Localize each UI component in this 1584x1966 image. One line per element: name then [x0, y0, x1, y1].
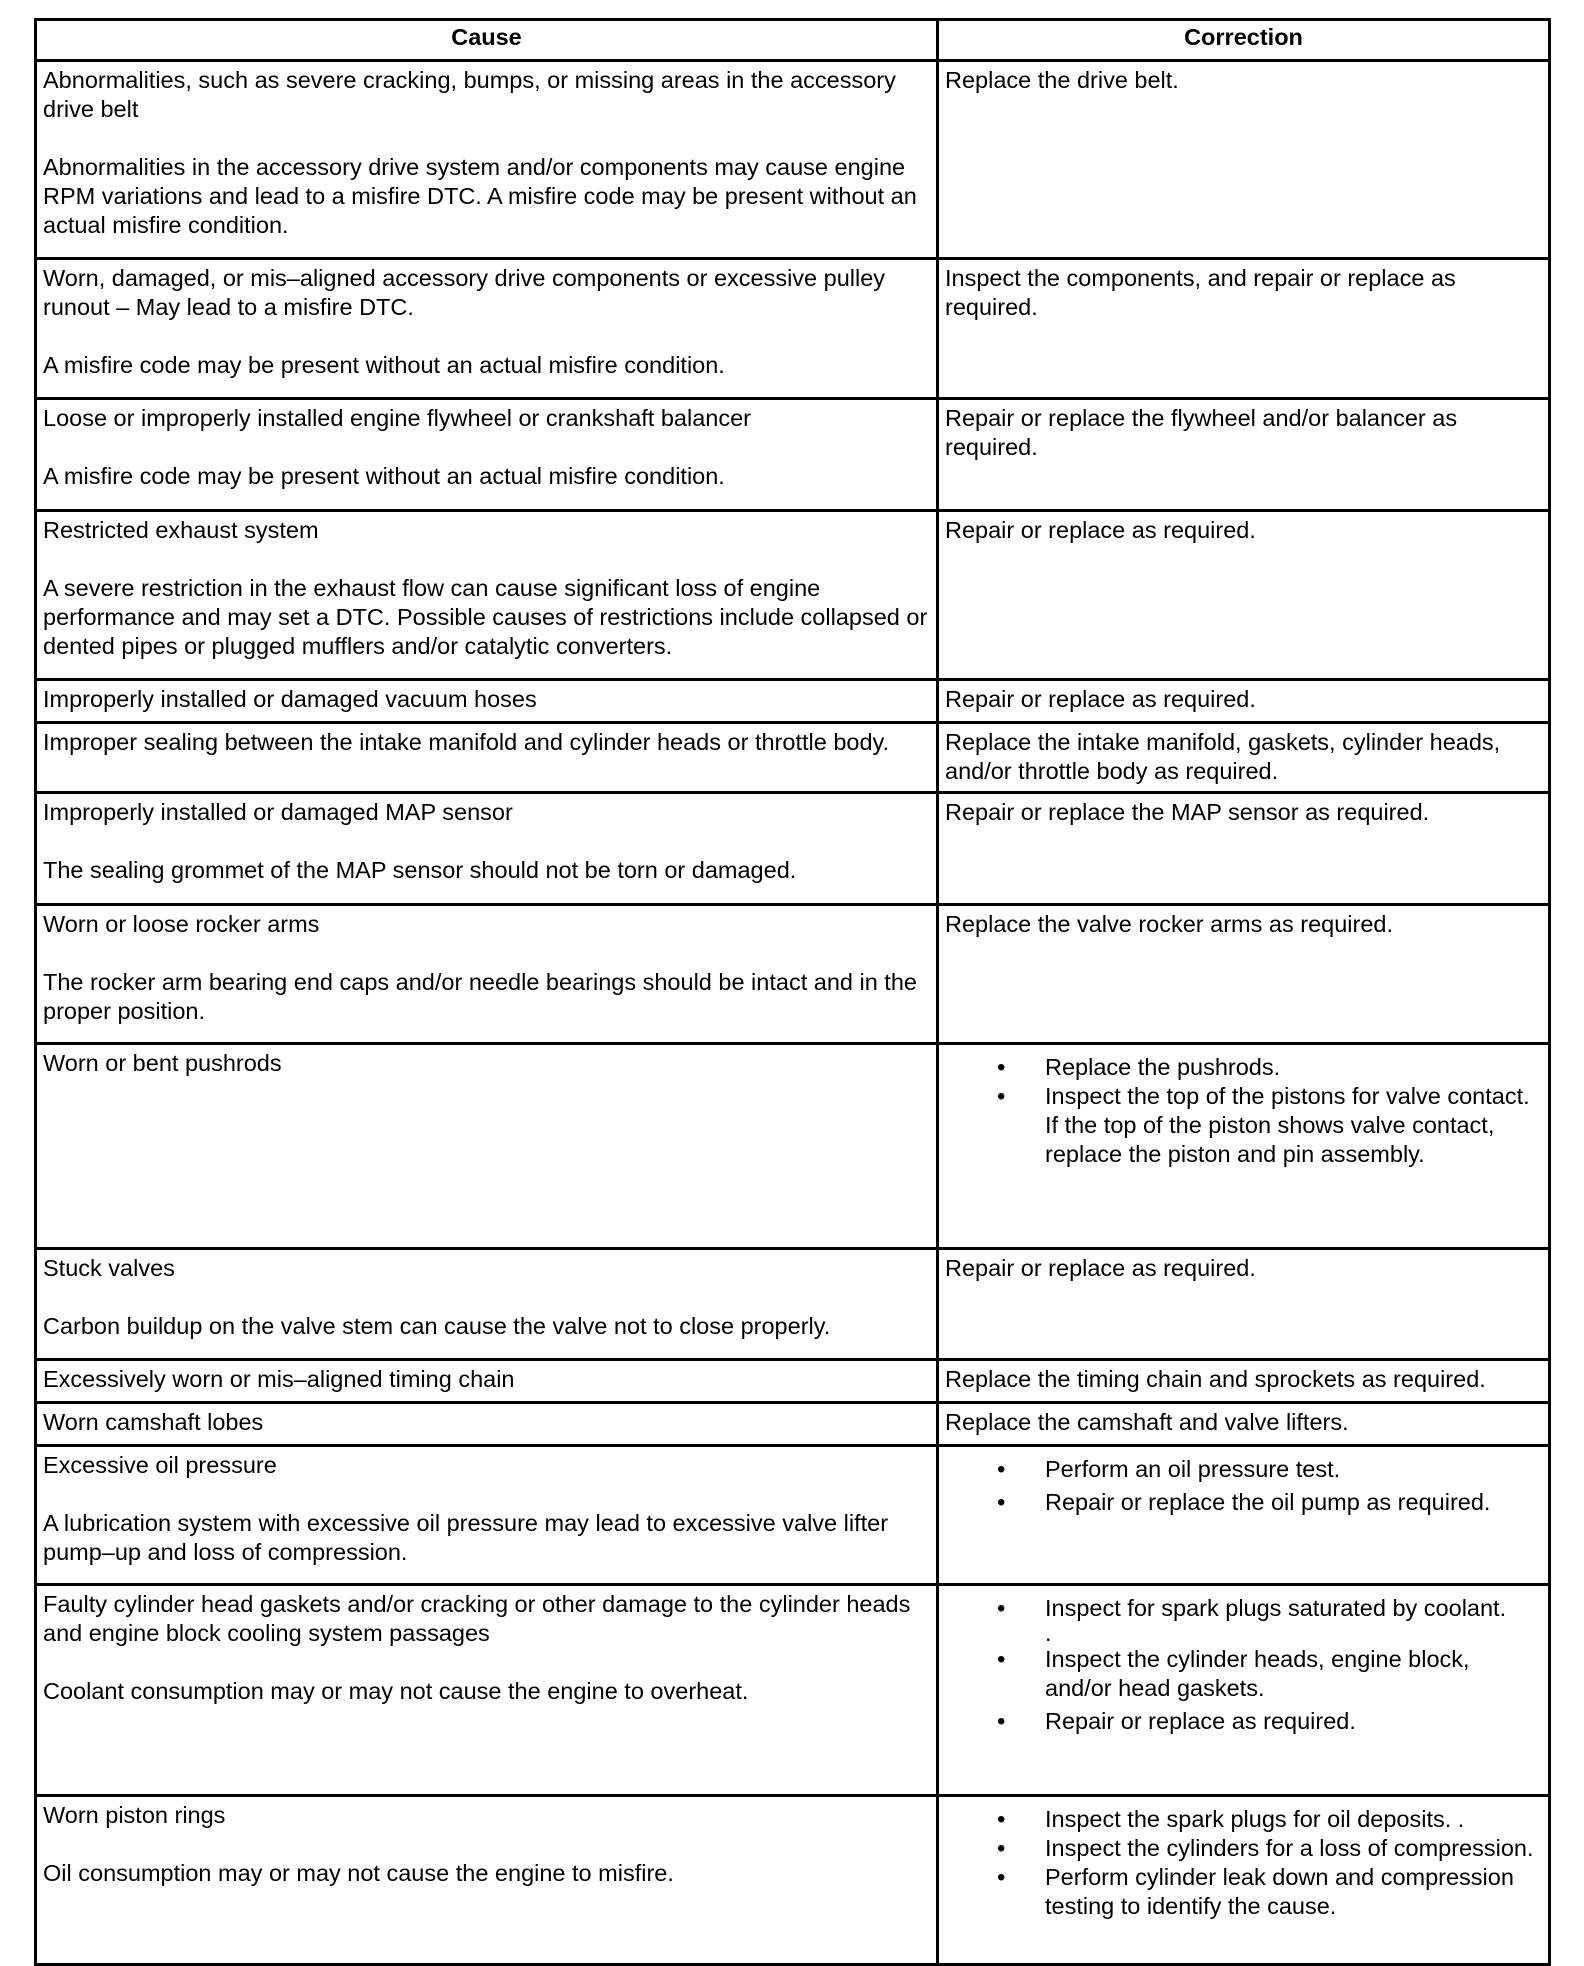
list-item: • Replace the pushrods.: [945, 1053, 1542, 1082]
list-item: • Inspect the cylinders for a loss of compression.: [945, 1834, 1542, 1863]
correction-text: Repair or replace as required.: [945, 517, 1256, 543]
cause-cell: [36, 1796, 938, 1965]
list-item: • Inspect the top of the pistons for valve contact. If the top of the piston shows valve contact, replace the piston and pin assembly.: [945, 1082, 1542, 1169]
stray-period: .: [1045, 1620, 1052, 1646]
table-row: [36, 1585, 1550, 1796]
cause-cell: [36, 1360, 938, 1403]
list-item: • Inspect the spark plugs for oil deposits. .: [945, 1805, 1542, 1834]
cause-cell: [36, 1403, 938, 1446]
list-item: • Repair or replace as required.: [945, 1707, 1542, 1736]
cause-title: Improperly installed or damaged MAP sensor: [43, 799, 513, 825]
cause-correction-table: [34, 18, 1551, 1966]
header-cause: Cause: [36, 20, 938, 61]
table-row: [36, 680, 1550, 723]
diagnostic-table-container: [34, 18, 1548, 1966]
cause-title: Restricted exhaust system: [43, 517, 319, 543]
cause-title: Loose or improperly installed engine flywheel or crankshaft balancer: [43, 405, 751, 431]
cause-note: The rocker arm bearing end caps and/or needle bearings should be intact and in the proper position.: [43, 969, 917, 1024]
correction-cell: [938, 905, 1550, 1044]
cause-cell: [36, 1044, 938, 1249]
cause-title: Abnormalities, such as severe cracking, bumps, or missing areas in the accessory drive belt: [43, 67, 896, 122]
cause-title: Excessively worn or mis–aligned timing chain: [43, 1366, 515, 1392]
correction-text: Replace the valve rocker arms as required.: [945, 911, 1394, 937]
table-row: [36, 905, 1550, 1044]
list-item: • Perform cylinder leak down and compression testing to identify the cause.: [945, 1863, 1542, 1921]
correction-list: [945, 1455, 1542, 1517]
cause-title: Faulty cylinder head gaskets and/or cracking or other damage to the cylinder heads and engine block cooling system passages: [43, 1591, 911, 1646]
cause-note: Carbon buildup on the valve stem can cause the valve not to close properly.: [43, 1313, 831, 1339]
cause-cell: [36, 511, 938, 680]
table-row: [36, 1249, 1550, 1360]
correction-text: Replace the timing chain and sprockets as required.: [945, 1366, 1486, 1392]
table-row: [36, 259, 1550, 399]
table-row: [36, 1446, 1550, 1585]
table-row: [36, 793, 1550, 905]
correction-cell: [938, 680, 1550, 723]
correction-cell: [938, 1446, 1550, 1585]
cause-note: Coolant consumption may or may not cause the engine to overheat.: [43, 1678, 749, 1704]
cause-cell: [36, 399, 938, 511]
cause-title: Improperly installed or damaged vacuum hoses: [43, 686, 537, 712]
table-row: [36, 1044, 1550, 1249]
cause-note: A misfire code may be present without an actual misfire condition.: [43, 463, 725, 489]
cause-title: Worn camshaft lobes: [43, 1409, 264, 1435]
cause-cell: [36, 1249, 938, 1360]
list-item: • Inspect the cylinder heads, engine block, and/or head gaskets.: [945, 1645, 1542, 1703]
correction-cell: [938, 399, 1550, 511]
cause-note: Oil consumption may or may not cause the engine to misfire.: [43, 1860, 674, 1886]
table-row: [36, 399, 1550, 511]
correction-cell: [938, 511, 1550, 680]
correction-cell: [938, 61, 1550, 259]
cause-cell: [36, 259, 938, 399]
table-row: [36, 511, 1550, 680]
correction-cell: [938, 1585, 1550, 1796]
correction-list: [945, 1053, 1542, 1169]
correction-cell: [938, 1044, 1550, 1249]
correction-list: [945, 1594, 1542, 1623]
correction-text: Replace the drive belt.: [945, 67, 1179, 93]
correction-text: Repair or replace as required.: [945, 1255, 1256, 1281]
cause-title: Stuck valves: [43, 1255, 175, 1281]
cause-title: Excessive oil pressure: [43, 1452, 277, 1478]
correction-text: Replace the camshaft and valve lifters.: [945, 1409, 1349, 1435]
table-row: [36, 1403, 1550, 1446]
correction-list: [945, 1645, 1542, 1736]
cause-note: A misfire code may be present without an actual misfire condition.: [43, 352, 725, 378]
cause-note: A severe restriction in the exhaust flow can cause significant loss of engine performance and may set a DTC. Possible causes of restrictions include collapsed or dented pipes or plugged mufflers and/or catalytic converters.: [43, 575, 928, 659]
list-item: • Repair or replace the oil pump as required.: [945, 1488, 1542, 1517]
table-header-row: [36, 20, 1550, 61]
table-row: [36, 1796, 1550, 1965]
cause-cell: [36, 723, 938, 793]
correction-text: Repair or replace the MAP sensor as required.: [945, 799, 1430, 825]
cause-cell: [36, 793, 938, 905]
cause-cell: [36, 61, 938, 259]
table-row: [36, 61, 1550, 259]
cause-title: Worn piston rings: [43, 1802, 226, 1828]
correction-text: Repair or replace the flywheel and/or balancer as required.: [945, 405, 1458, 460]
cause-title: Improper sealing between the intake manifold and cylinder heads or throttle body.: [43, 729, 890, 755]
table-row: [36, 1360, 1550, 1403]
cause-cell: [36, 1446, 938, 1585]
cause-title: Worn, damaged, or mis–aligned accessory drive components or excessive pulley runout – May lead to a misfire DTC.: [43, 265, 886, 320]
cause-title: Worn or bent pushrods: [43, 1050, 282, 1076]
cause-note: Abnormalities in the accessory drive system and/or components may cause engine RPM variations and lead to a misfire DTC. A misfire code may be present without an actual misfire condition.: [43, 154, 917, 238]
correction-text: Inspect the components, and repair or replace as required.: [945, 265, 1456, 320]
correction-cell: [938, 259, 1550, 399]
header-correction: Correction: [938, 20, 1550, 61]
cause-cell: [36, 1585, 938, 1796]
correction-text: Repair or replace as required.: [945, 686, 1256, 712]
correction-cell: [938, 1403, 1550, 1446]
cause-title: Worn or loose rocker arms: [43, 911, 320, 937]
table-row: [36, 723, 1550, 793]
cause-cell: [36, 680, 938, 723]
correction-list: [945, 1805, 1542, 1921]
list-item: • Perform an oil pressure test.: [945, 1455, 1542, 1484]
correction-text: Replace the intake manifold, gaskets, cylinder heads, and/or throttle body as required.: [945, 729, 1501, 784]
correction-cell: [938, 1360, 1550, 1403]
correction-cell: [938, 793, 1550, 905]
list-item: • Inspect for spark plugs saturated by coolant.: [945, 1594, 1542, 1623]
cause-note: A lubrication system with excessive oil pressure may lead to excessive valve lifter pump–up and loss of compression.: [43, 1510, 889, 1565]
cause-cell: [36, 905, 938, 1044]
correction-cell: [938, 1796, 1550, 1965]
correction-cell: [938, 1249, 1550, 1360]
cause-note: The sealing grommet of the MAP sensor should not be torn or damaged.: [43, 857, 797, 883]
correction-cell: [938, 723, 1550, 793]
